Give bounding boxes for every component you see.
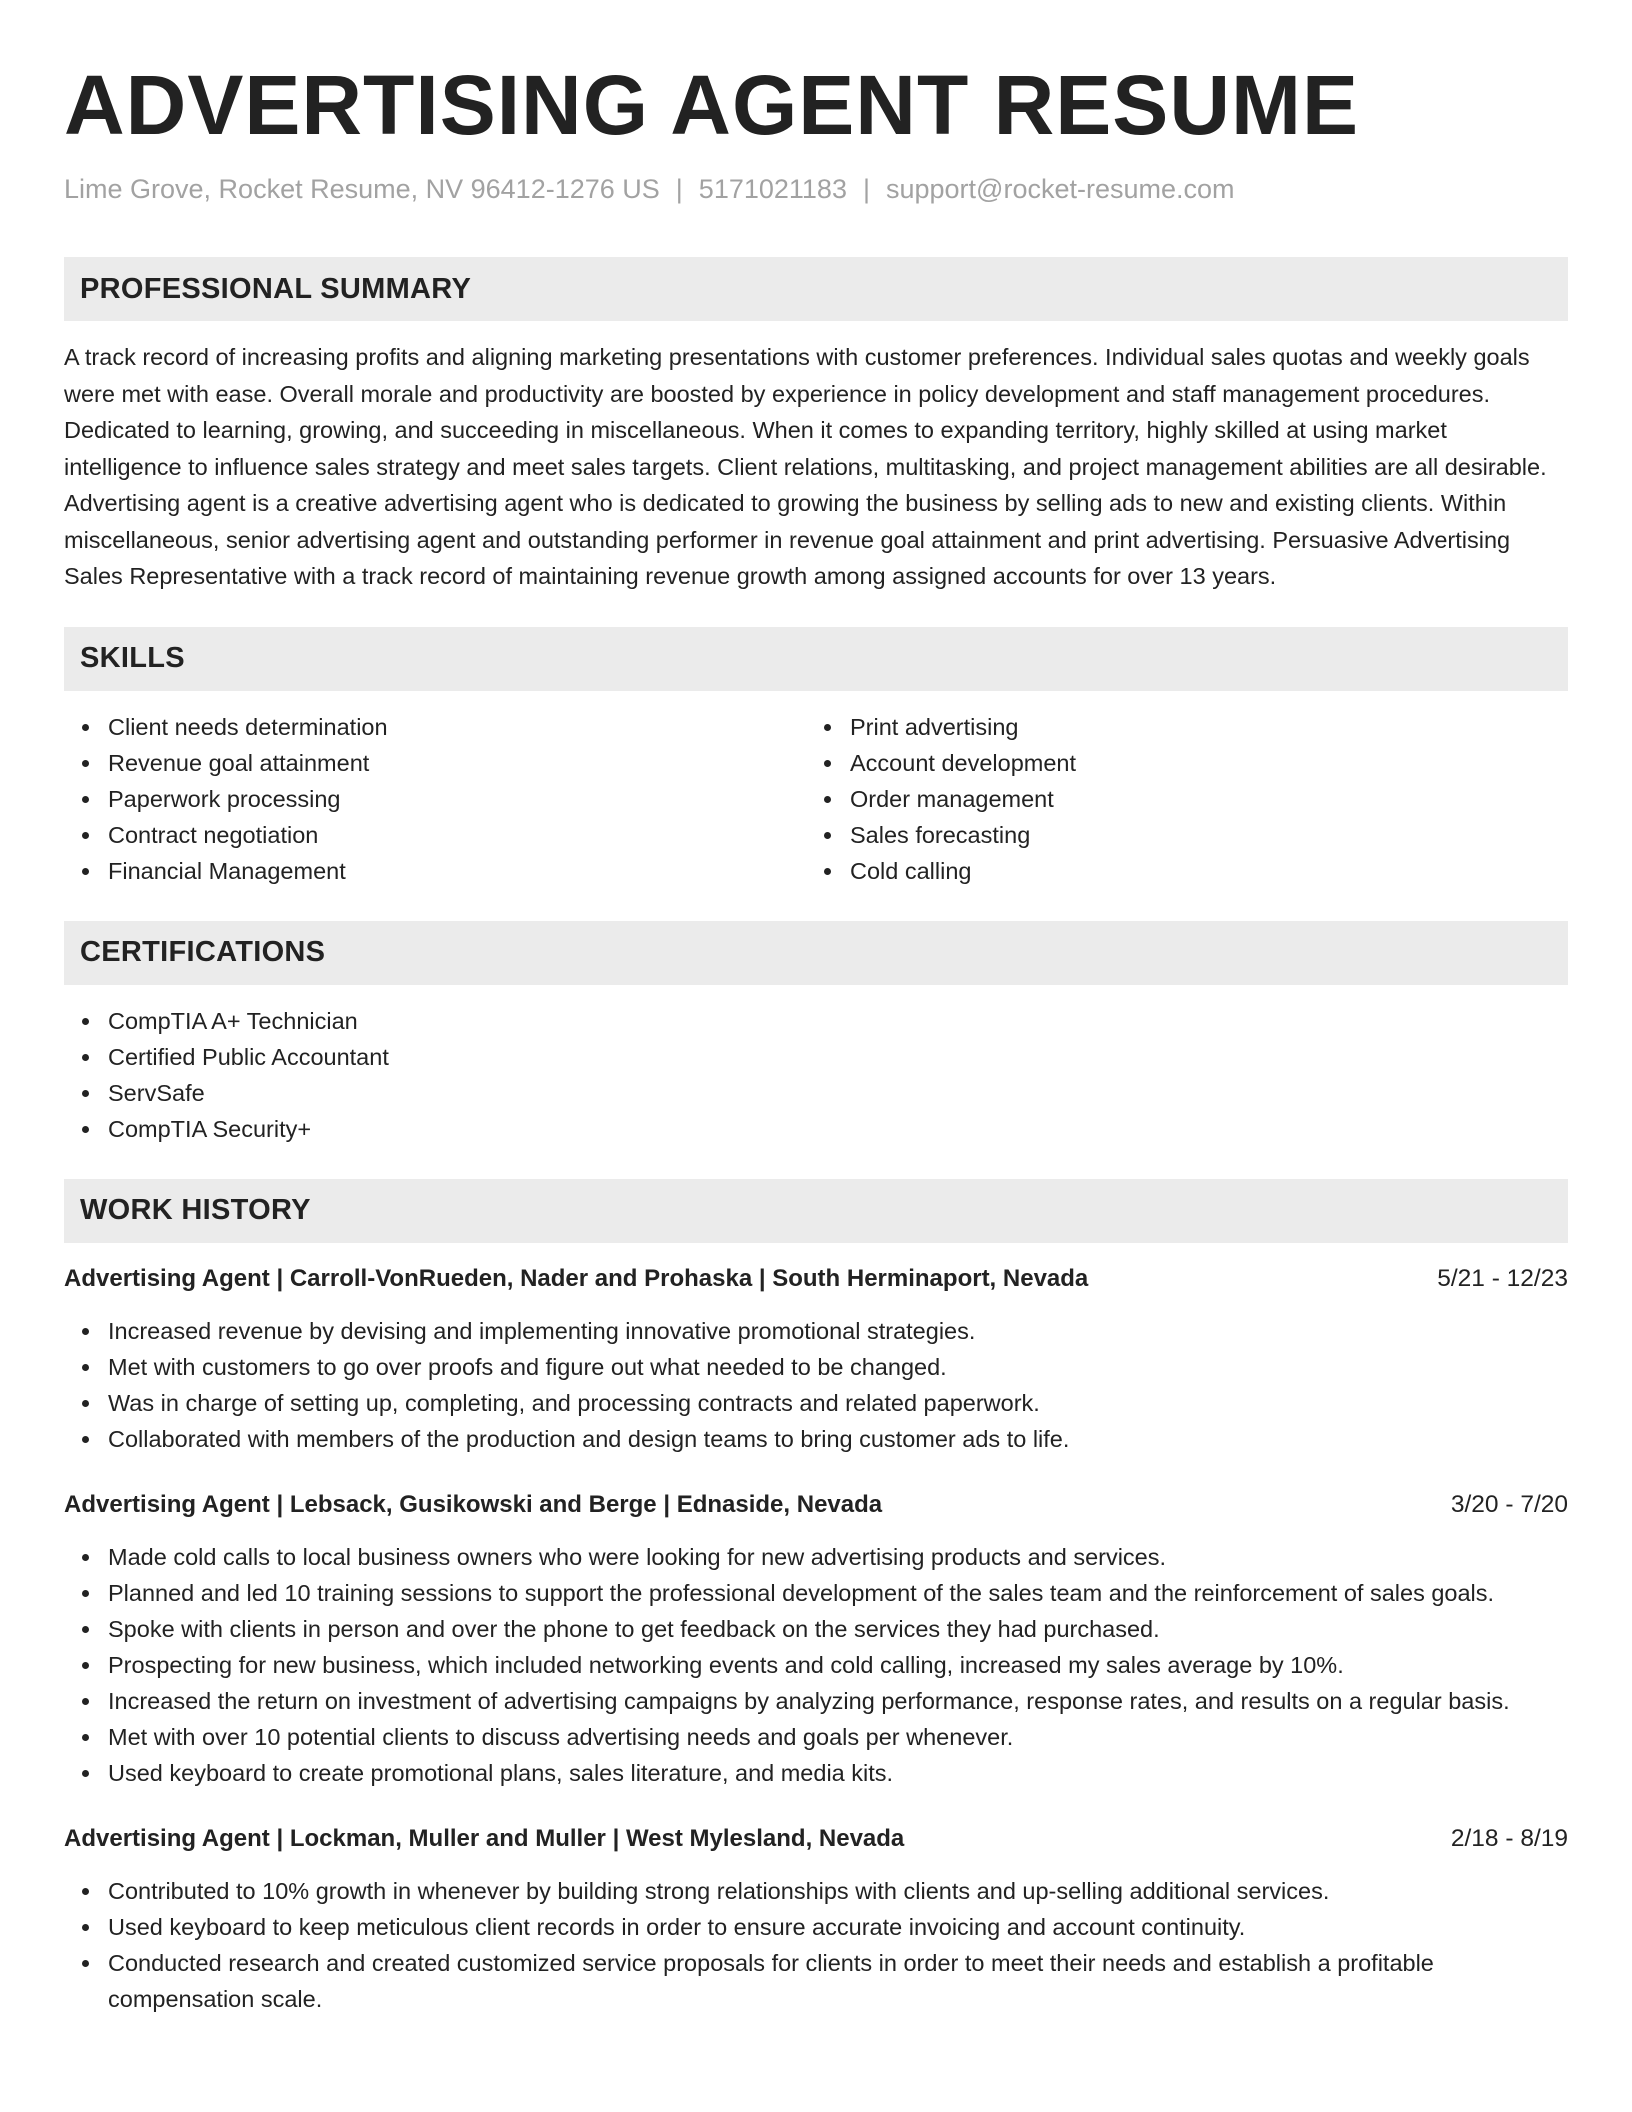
job-bullet-list xyxy=(64,1539,1568,1791)
section-header-certifications: CERTIFICATIONS xyxy=(64,921,1568,985)
contact-email: support@rocket-resume.com xyxy=(885,173,1235,204)
contact-phone: 5171021183 xyxy=(698,173,847,204)
skill-item: Contract negotiation xyxy=(108,817,806,853)
job-bullet: Spoke with clients in person and over the phone to get feedback on the services they had purchased. xyxy=(108,1611,1568,1647)
job-bullet-list xyxy=(64,1313,1568,1457)
job-dates: 5/21 - 12/23 xyxy=(1437,1264,1568,1292)
skills-list-right xyxy=(806,709,1568,889)
skills-list-left xyxy=(64,709,806,889)
skill-item: Cold calling xyxy=(850,853,1568,889)
contact-separator: | xyxy=(675,173,683,204)
section-header-professional-summary: PROFESSIONAL SUMMARY xyxy=(64,257,1568,321)
skill-item: Paperwork processing xyxy=(108,781,806,817)
certification-item: Certified Public Accountant xyxy=(108,1039,1568,1075)
job-bullet: Was in charge of setting up, completing, and processing contracts and related paperwork. xyxy=(108,1385,1568,1421)
contact-separator: | xyxy=(862,173,870,204)
section-header-work-history: WORK HISTORY xyxy=(64,1179,1568,1243)
job-dates: 3/20 - 7/20 xyxy=(1450,1490,1568,1518)
job-bullet: Increased revenue by devising and implementing innovative promotional strategies. xyxy=(108,1313,1568,1349)
job-entry xyxy=(64,1821,1568,2017)
job-title: Advertising Agent | Carroll-VonRueden, Nader and Prohaska | South Herminaport, Nevada xyxy=(64,1264,1089,1292)
contact-line xyxy=(64,173,1568,205)
job-bullet: Prospecting for new business, which included networking events and cold calling, increased my sales average by 10%. xyxy=(108,1647,1568,1683)
skill-item: Order management xyxy=(850,781,1568,817)
skill-item: Sales forecasting xyxy=(850,817,1568,853)
job-bullet: Planned and led 10 training sessions to support the professional development of the sales team and the reinforcement of sales goals. xyxy=(108,1575,1568,1611)
job-bullet: Collaborated with members of the production and design teams to bring customer ads to life. xyxy=(108,1421,1568,1457)
job-title-row xyxy=(64,1261,1568,1297)
job-bullet-list xyxy=(64,1873,1568,2017)
job-bullet: Increased the return on investment of advertising campaigns by analyzing performance, response rates, and results on a regular basis. xyxy=(108,1683,1568,1719)
job-title-row xyxy=(64,1821,1568,1857)
skill-item: Revenue goal attainment xyxy=(108,745,806,781)
skill-item: Client needs determination xyxy=(108,709,806,745)
job-dates: 2/18 - 8/19 xyxy=(1450,1824,1568,1852)
job-bullet: Met with customers to go over proofs and figure out what needed to be changed. xyxy=(108,1349,1568,1385)
skill-item: Financial Management xyxy=(108,853,806,889)
job-bullet: Used keyboard to keep meticulous client records in order to ensure accurate invoicing and account continuity. xyxy=(108,1909,1568,1945)
job-bullet: Contributed to 10% growth in whenever by building strong relationships with clients and up-selling additional services. xyxy=(108,1873,1568,1909)
section-header-skills: SKILLS xyxy=(64,627,1568,691)
professional-summary-text: A track record of increasing profits and aligning marketing presentations with customer preferences. Individual sales quotas and weekly goals were met with ease. Overall morale and productivity are boosted by experience in policy development and staff management procedures. Dedicated to learning, growing, and succeeding in miscellaneous. When it comes to expanding territory, highly skilled at using market intelligence to influence sales strategy and meet sales targets. Client relations, multitasking, and project management abilities are all desirable. Advertising agent is a creative advertising agent who is dedicated to growing the business by selling ads to new and existing clients. Within miscellaneous, senior advertising agent and outstanding performer in revenue goal attainment and print advertising. Persuasive Advertising Sales Representative with a track record of maintaining revenue growth among assigned accounts for over 13 years. xyxy=(64,344,1547,590)
job-title-row xyxy=(64,1487,1568,1523)
contact-address: Lime Grove, Rocket Resume, NV 96412-1276 US xyxy=(64,173,660,204)
job-bullet: Used keyboard to create promotional plans, sales literature, and media kits. xyxy=(108,1755,1568,1791)
certifications-list xyxy=(64,1003,1568,1147)
skills-grid xyxy=(64,709,1568,889)
job-entry xyxy=(64,1487,1568,1791)
certification-item: ServSafe xyxy=(108,1075,1568,1111)
job-title: Advertising Agent | Lockman, Muller and Muller | West Mylesland, Nevada xyxy=(64,1824,905,1852)
skill-item: Print advertising xyxy=(850,709,1568,745)
job-entry xyxy=(64,1261,1568,1457)
resume-title: ADVERTISING AGENT RESUME xyxy=(64,58,1359,152)
job-bullet: Made cold calls to local business owners who were looking for new advertising products and services. xyxy=(108,1539,1568,1575)
job-title: Advertising Agent | Lebsack, Gusikowski and Berge | Ednaside, Nevada xyxy=(64,1490,883,1518)
skill-item: Account development xyxy=(850,745,1568,781)
job-bullet: Conducted research and created customized service proposals for clients in order to meet their needs and establish a profitable compensation scale. xyxy=(108,1945,1568,2017)
job-bullet: Met with over 10 potential clients to discuss advertising needs and goals per whenever. xyxy=(108,1719,1568,1755)
certification-item: CompTIA Security+ xyxy=(108,1111,1568,1147)
certification-item: CompTIA A+ Technician xyxy=(108,1003,1568,1039)
